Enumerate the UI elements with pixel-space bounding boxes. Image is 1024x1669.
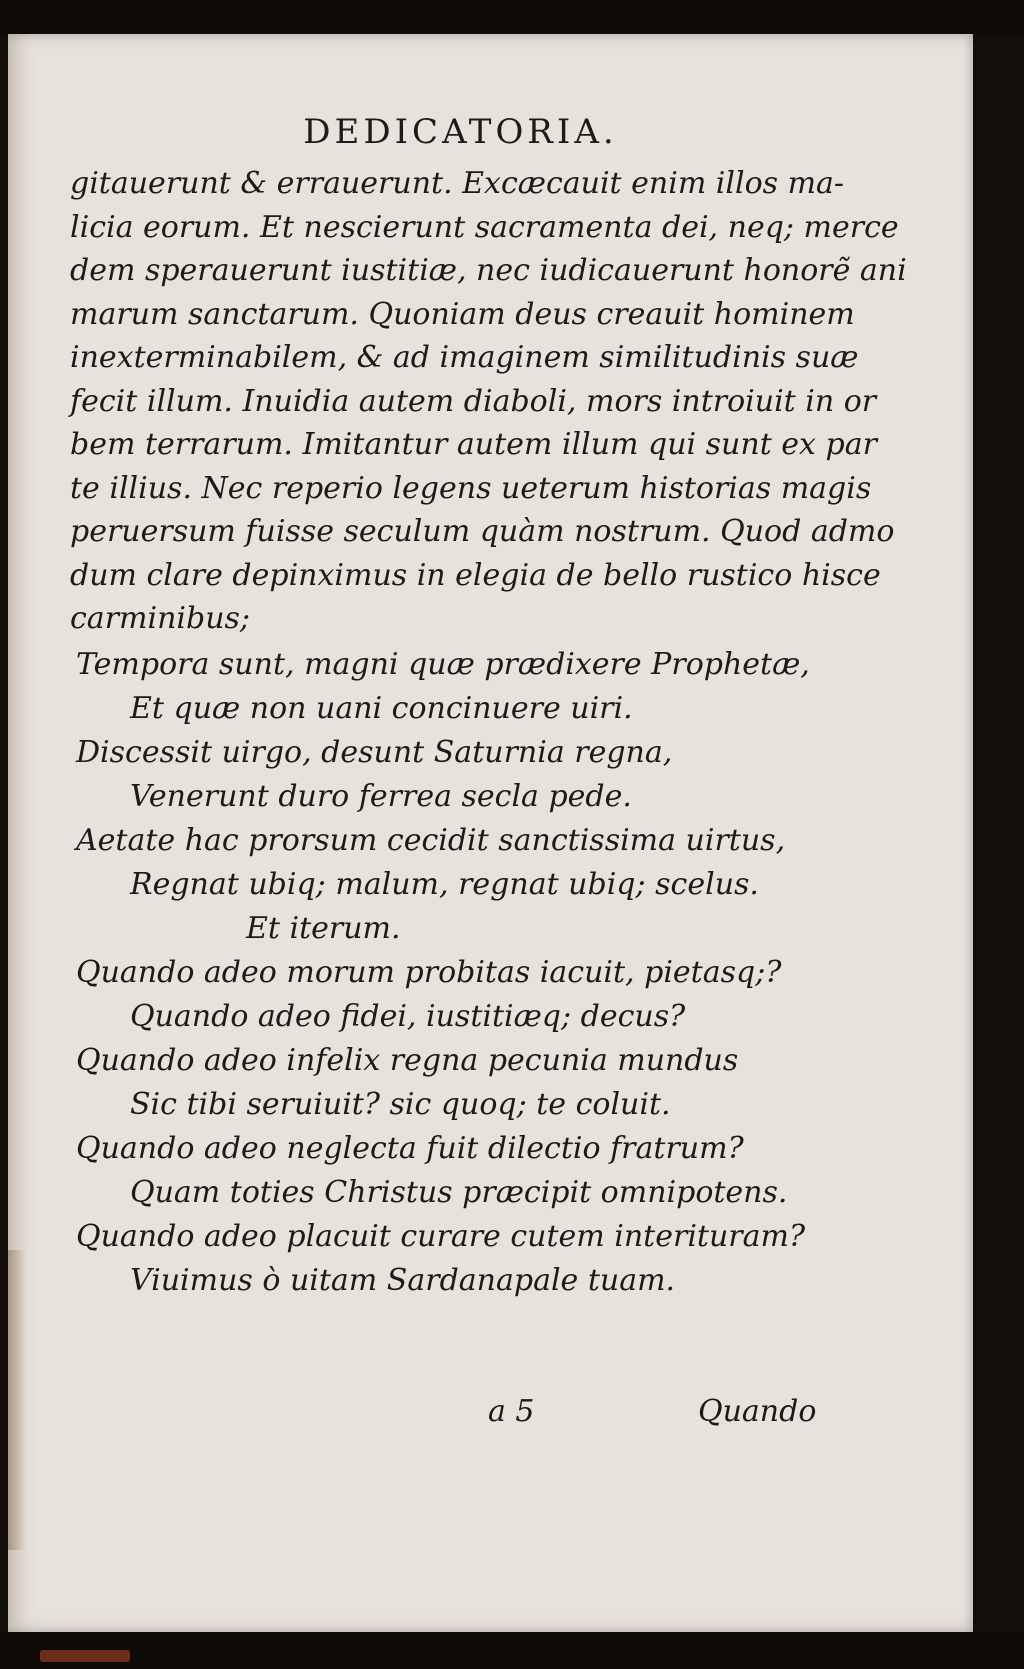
verse-line: Regnat ubiq; malum, regnat ubiq; scelus. xyxy=(130,866,759,902)
prose-line: carminibus; xyxy=(70,601,251,636)
scan-top-edge xyxy=(0,0,1024,34)
verse-line: Quando adeo neglecta fuit dilectio fratrum? xyxy=(76,1130,744,1166)
prose-line: peruersum fuisse seculum quàm nostrum. Quod admo xyxy=(70,514,895,549)
prose-line: te illius. Nec reperio legens ueterum historias magis xyxy=(70,470,872,506)
page-stain xyxy=(8,1250,26,1550)
verse-line: Tempora sunt, magni quæ prædixere Prophetæ, xyxy=(76,646,810,682)
prose-line: marum sanctarum. Quoniam deus creauit hominem xyxy=(70,296,855,332)
verse-line: Sic tibi seruiuit? sic quoq; te coluit. xyxy=(130,1086,671,1122)
prose-line: bem terrarum. Imitantur autem illum qui sunt ex par xyxy=(70,427,877,462)
prose-line: fecit illum. Inuidia autem diaboli, mors introiuit in or xyxy=(70,383,877,419)
prose-line: dum clare depinximus in elegia de bello rustico hisce xyxy=(70,557,881,593)
running-head: DEDICATORIA. xyxy=(303,112,618,152)
verse-line: Aetate hac prorsum cecidit sanctissima uirtus, xyxy=(76,822,786,858)
prose-line: dem sperauerunt iustitiæ, nec iudicauerunt honorẽ ani xyxy=(70,253,907,288)
verse-line: Quando adeo placuit curare cutem interituram? xyxy=(76,1218,806,1254)
verse-line: Et iterum. xyxy=(246,910,401,946)
verse-line: Quam toties Christus præcipit omnipotens. xyxy=(130,1174,788,1210)
verse-line: Quando adeo infelix regna pecunia mundus xyxy=(76,1042,739,1078)
verse-line: Et quæ non uani concinuere uiri. xyxy=(130,690,633,726)
book-page xyxy=(8,34,973,1632)
prose-line: gitauerunt & errauerunt. Excæcauit enim illos ma- xyxy=(70,166,845,201)
signature-mark: a 5 xyxy=(488,1394,535,1429)
page-text xyxy=(8,34,973,1632)
verse-line: Discessit uirgo, desunt Saturnia regna, xyxy=(76,734,673,770)
verse-line: Venerunt duro ferrea secla pede. xyxy=(130,778,632,814)
bottom-color-mark xyxy=(40,1650,130,1662)
prose-line: inexterminabilem, & ad imaginem similitudinis suæ xyxy=(70,340,859,375)
scan-bottom-edge xyxy=(0,1632,1024,1669)
prose-line: licia eorum. Et nescierunt sacramenta dei, neq; merce xyxy=(70,209,899,245)
verse-line: Viuimus ò uitam Sardanapale tuam. xyxy=(130,1262,676,1298)
verse-line: Quando adeo morum probitas iacuit, pietasq;? xyxy=(76,954,782,990)
verse-line: Quando adeo fidei, iustitiæq; decus? xyxy=(130,998,686,1034)
catchword: Quando xyxy=(698,1394,817,1429)
